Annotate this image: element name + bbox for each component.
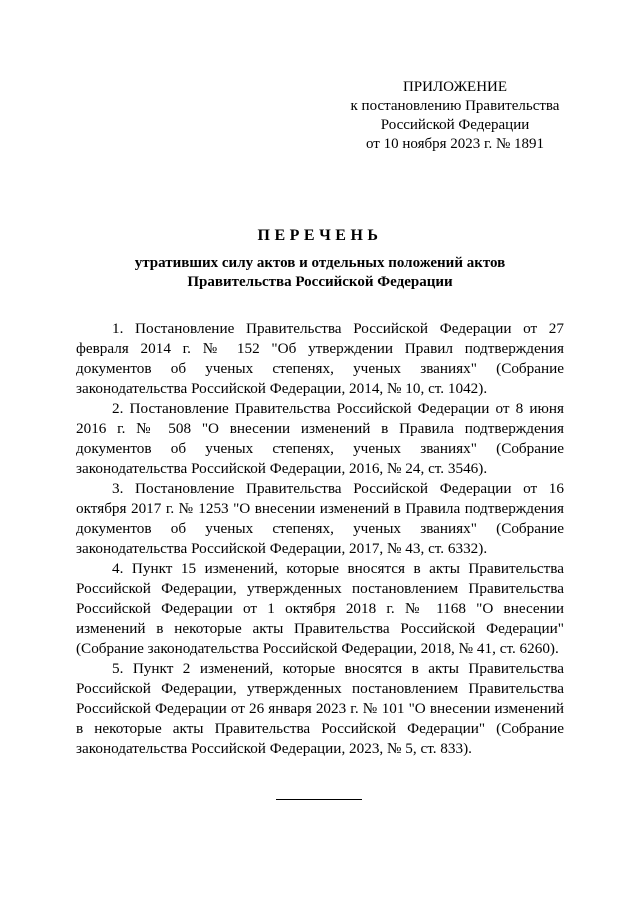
document-subtitle — [0, 254, 640, 292]
list-item: 3. Постановление Правительства Российской Федерации от 16 октября 2017 г. № 1253 "О внесении изменений в Правила подтверждения документов об ученых степенях, ученых званиях" (Собрание законодательства Российской Федерации, 2017, № 43, ст. 6332). — [76, 480, 564, 557]
list-item: 2. Постановление Правительства Российской Федерации от 8 июня 2016 г. № 508 "О внесении изменений в Правила подтверждения документов об ученых степенях, ученых званиях" (Собрание законодательства Российской Федерации, 2016, № 24, ст. 3546). — [76, 400, 564, 477]
appendix-reference: к постановлению Правительства — [350, 98, 560, 114]
list-item: 4. Пункт 15 изменений, которые вносятся в акты Правительства Российской Федерации, утвержденных постановлением Правительства Российской Федерации от 1 октября 2018 г. № 1168 "О внесении изменений в некоторые акты Правительства Российской Федерации" (Собрание законодательства Российской Федерации, 2018, № 41, ст. 6260). — [76, 560, 564, 657]
document-body — [76, 319, 564, 759]
appendix-label: ПРИЛОЖЕНИЕ — [402, 79, 508, 95]
subtitle-line-1: утративших силу актов и отдельных положений актов — [134, 255, 506, 271]
appendix-date-number: от 10 ноября 2023 г. № 1891 — [365, 136, 545, 152]
document-title: ПЕРЕЧЕНЬ — [257, 227, 383, 244]
appendix-authority: Российской Федерации — [380, 117, 530, 133]
document-heading — [0, 226, 640, 292]
appendix-header — [345, 78, 565, 154]
closing-divider — [276, 799, 362, 800]
list-item: 1. Постановление Правительства Российской Федерации от 27 февраля 2014 г. № 152 "Об утверждении Правил подтверждения документов об ученых степенях, ученых званиях" (Собрание законодательства Российской Федерации, 2014, № 10, ст. 1042). — [76, 320, 564, 397]
list-item: 5. Пункт 2 изменений, которые вносятся в акты Правительства Российской Федерации, утвержденных постановлением Правительства Российской Федерации от 26 января 2023 г. № 101 "О внесении изменений в некоторые акты Правительства Российской Федерации" (Собрание законодательства Российской Федерации, 2023, № 5, ст. 833). — [76, 660, 564, 757]
subtitle-line-2: Правительства Российской Федерации — [187, 274, 453, 290]
